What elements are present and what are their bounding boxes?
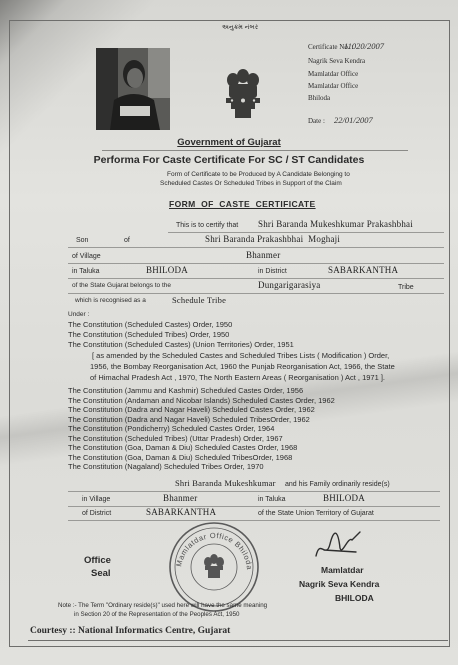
subtitle-line: Form of Certificate to be Produced by A Candidate Belonging to <box>167 171 350 178</box>
form-row-line <box>68 247 444 248</box>
reside-label: and his Family ordinarily reside(s) <box>285 481 390 488</box>
order-item: The Constitution (Scheduled Castes) Order, 1950 <box>68 320 233 329</box>
office-line: Bhiloda <box>308 94 331 102</box>
note-line: Note :- The Term "Ordinary reside(s)" used here will have the same meaning <box>58 602 268 609</box>
office-line: Nagrik Seva Kendra <box>308 57 366 65</box>
village-label: of Village <box>72 253 101 260</box>
order-item: The Constitution (Scheduled Castes) (Union Territories) Order, 1951 <box>68 340 294 349</box>
taluka-value: BHILODA <box>146 265 188 275</box>
amendment-line: 1956, the Bombay Reorganisation Act, 1960 the Punjab Reorganisation Act, 1966, the State <box>90 362 395 371</box>
form-row-line <box>68 293 444 294</box>
government-title: Government of Gujarat <box>177 137 281 148</box>
certify-intro: This is to certify that <box>176 222 239 229</box>
residence-state-label: of the State Union Territory of Gujarat <box>258 510 374 517</box>
office-line: Mamlatdar Office <box>308 82 359 90</box>
order-item: The Constitution (Scheduled Tribes) (Uttar Pradesh) Order, 1967 <box>68 433 283 443</box>
order-item: The Constitution (Andaman and Nicobar Islands) Scheduled Castes Order, 1962 <box>68 395 335 405</box>
form-row-line <box>68 263 444 264</box>
order-item: The Constitution (Dadra and Nagar Haveli) Scheduled TribesOrder, 1962 <box>68 414 310 424</box>
son-label: Son <box>76 237 89 244</box>
candidate-name: Shri Baranda Mukeshkumar Prakashbhai <box>258 219 413 229</box>
certificate-no-label: Certificate No. : <box>308 43 354 51</box>
district-label: in District <box>258 268 287 275</box>
order-item: The Constitution (Scheduled Tribes) Order, 1950 <box>68 330 230 339</box>
form-row-line <box>68 278 444 279</box>
residence-district-value: SABARKANTHA <box>146 507 217 517</box>
form-row-line <box>68 506 440 507</box>
village-value: Bhanmer <box>246 250 281 260</box>
form-row-line <box>168 232 444 233</box>
tribe-label: Tribe <box>398 284 414 291</box>
order-item: The Constitution (Goa, Daman & Diu) Scheduled Castes Order, 1968 <box>68 443 298 452</box>
signatory-line: BHILODA <box>335 593 374 603</box>
taluka-label: in Taluka <box>72 268 100 275</box>
seal-emblem-icon <box>204 554 224 578</box>
applicant-photo <box>96 48 170 130</box>
under-label: Under : <box>68 311 90 318</box>
recognised-label: which is recognised as a <box>75 297 146 304</box>
title-divider <box>102 150 408 151</box>
residence-village-value: Bhanmer <box>163 493 198 503</box>
serial-label: અનુક્રમ નંબર <box>222 24 259 31</box>
of-label: of <box>124 237 130 244</box>
office-seal-stamp <box>168 521 260 613</box>
residence-village-label: in Village <box>82 496 111 503</box>
note-line: in Section 20 of the Representation of the Peoples Act, 1950 <box>74 611 240 618</box>
svg-text:Mamlatdar Office Bhiloda <box>174 531 254 571</box>
office-seal-label: Office <box>84 555 111 566</box>
residence-taluka-value: BHILODA <box>323 493 365 503</box>
date-value: 22/01/2007 <box>334 115 373 125</box>
seal-text: Mamlatdar Office Bhiloda <box>174 530 255 571</box>
certificate-no-value: 11020/2007 <box>344 41 384 51</box>
state-label: of the State Gujarat belongs to the <box>72 282 172 289</box>
footer-line <box>28 640 448 641</box>
subtitle-line: Scheduled Castes Or Scheduled Tribes in Support of the Claim <box>160 180 342 187</box>
order-item: The Constitution (Nagaland) Scheduled Tribes Order, 1970 <box>68 462 264 471</box>
courtesy-footer: Courtesy :: National Informatics Centre, Gujarat <box>30 626 231 636</box>
residence-district-label: of District <box>82 510 112 517</box>
order-item: The Constitution (Pondicherry) Scheduled Castes Order, 1964 <box>68 424 275 433</box>
residence-taluka-label: in Taluka <box>258 496 286 503</box>
signature <box>312 526 364 564</box>
amendment-line: [ as amended by the Scheduled Castes and Scheduled Tribes Lists ( Modification ) Order, <box>92 351 390 360</box>
office-line: Mamlatdar Office <box>308 70 359 78</box>
father-name: Shri Baranda Prakashbhai Moghaji <box>205 234 341 244</box>
signatory-line: Mamlatdar <box>321 565 364 575</box>
order-item: The Constitution (Dadra and Nagar Haveli) Scheduled Castes Order, 1962 <box>68 405 315 414</box>
form-heading: FORM OF CASTE CERTIFICATE <box>169 199 316 209</box>
district-value: SABARKANTHA <box>328 265 399 275</box>
office-seal-label: Seal <box>91 568 111 579</box>
resident-name: Shri Baranda Mukeshkumar <box>175 478 276 488</box>
order-item: The Constitution (Jammu and Kashmir) Scheduled Castes Order, 1956 <box>68 386 304 395</box>
form-row-line <box>68 491 440 492</box>
national-emblem-icon <box>221 66 265 120</box>
signatory-line: Nagrik Seva Kendra <box>299 579 380 589</box>
recognised-value: Schedule Tribe <box>172 295 227 305</box>
order-item: The Constitution (Goa, Daman & Diu) Scheduled TribesOrder, 1968 <box>68 452 293 462</box>
performa-title: Performa For Caste Certificate For SC / ST Candidates <box>93 154 365 166</box>
tribe-value: Dungarigarasiya <box>258 280 321 290</box>
date-label: Date : <box>308 117 325 125</box>
amendment-line: of Himachal Pradesh Act , 1970, The North Eastern Areas ( Reorganisation ) Act , 1971 ]. <box>90 373 386 382</box>
